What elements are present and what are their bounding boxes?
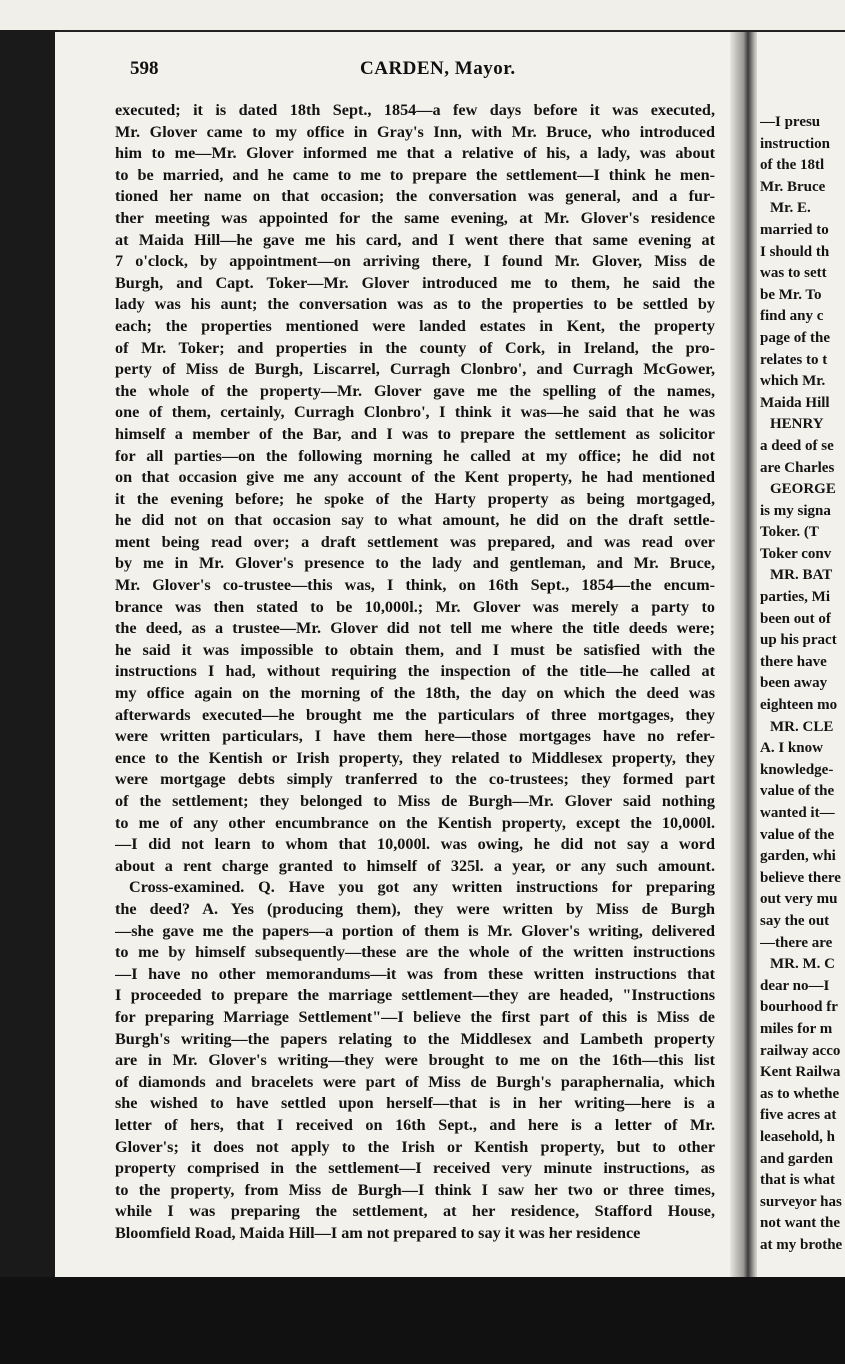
text-line: knowledge-	[760, 761, 834, 778]
text-line: MR. BAT	[770, 567, 833, 584]
text-line: at Maida Hill—he gave me his card, and I went there that same evening at	[115, 230, 715, 249]
text-line: were mortgage debts simply tranferred to the co-trustees; they formed part	[115, 770, 715, 789]
text-line: GEORGE	[770, 481, 836, 498]
text-line: are in Mr. Glover's writing—they were brought to me on the 16th—this list	[115, 1051, 715, 1070]
text-line: married to	[760, 221, 829, 238]
text-line: about a rent charge granted to himself of 325l. a year, or any such amount.	[115, 856, 715, 875]
text-line: Burgh, and Capt. Toker—Mr. Glover introduced me to them, he said the	[115, 273, 715, 292]
text-line: bourhood fr	[760, 999, 838, 1016]
text-line: find any c	[760, 308, 824, 325]
text-line: Toker conv	[760, 545, 832, 562]
text-line: is my signa	[760, 502, 831, 519]
text-line: —I did not learn to whom that 10,000l. was owing, he did not say a word	[115, 835, 715, 854]
text-line: for preparing Marriage Settlement"—I believe the first part of this is Miss de	[115, 1007, 715, 1026]
text-line: ment being read over; a draft settlement was prepared, and was read over	[115, 532, 715, 551]
text-line: dear no—I	[760, 977, 830, 994]
text-line: the whole of the property—Mr. Glover gave me the spelling of the names,	[115, 381, 715, 400]
text-line: of the settlement; they belonged to Miss de Burgh—Mr. Glover said nothing	[115, 792, 715, 810]
text-line: —there are	[760, 934, 833, 951]
text-line: Cross-examined. Q. Have you got any written instructions for preparing	[129, 878, 715, 897]
left-page-text	[115, 100, 715, 1244]
text-line: it the evening before; he spoke of the Harty property as being mortgaged,	[115, 489, 715, 508]
text-line: the deed, as a trustee—Mr. Glover did not tell me where the title deeds were;	[115, 619, 715, 638]
text-line: Mr. Bruce	[760, 178, 826, 195]
page-number: 598	[130, 58, 159, 79]
text-line: there have	[760, 653, 827, 670]
text-line: himself a member of the Bar, and I was to prepare the settlement as solicitor	[115, 424, 715, 443]
text-line: value of the	[760, 783, 835, 800]
bottom-shadow-band	[0, 1277, 845, 1364]
text-line: 7 o'clock, by appointment—on arriving there, I found Mr. Glover, Miss de	[115, 252, 715, 271]
text-line: Maida Hill	[760, 394, 830, 411]
text-line: are Charles	[760, 459, 835, 476]
text-line: say the out	[760, 912, 830, 929]
text-line: parties, Mi	[760, 589, 830, 606]
text-line: to the property, from Miss de Burgh—I think I saw her two or three times,	[115, 1180, 715, 1199]
text-line: Kent Railwa	[760, 1064, 841, 1081]
text-line: he said it was impossible to obtain them, and I must be satisfied with the	[115, 640, 715, 659]
text-line: lady was his aunt; the conversation was as to the properties to be settled by	[115, 295, 715, 314]
text-line: that is what	[760, 1172, 836, 1189]
text-line: tioned her name on that occasion; the conversation was general, and a fur-	[115, 187, 715, 206]
text-line: she wished to have settled upon herself—that is in her writing—here is a	[115, 1094, 715, 1113]
text-line: I proceeded to prepare the marriage settlement—they are headed, "Instructions	[115, 986, 715, 1005]
text-line: of diamonds and bracelets were part of Miss de Burgh's paraphernalia, which	[115, 1072, 715, 1091]
text-line: my office again on the morning of the 18th, the day on which the deed was	[115, 684, 715, 703]
text-line: Mr. Glover came to my office in Gray's Inn, with Mr. Bruce, who introduced	[115, 122, 715, 141]
text-line: HENRY	[770, 416, 824, 433]
text-line: a deed of se	[760, 437, 834, 454]
text-line: the deed? A. Yes (producing them), they were written by Miss de Burgh	[115, 899, 715, 918]
text-line: miles for m	[760, 1020, 833, 1037]
text-line: which Mr.	[760, 373, 826, 390]
text-line: —I presu	[760, 114, 821, 130]
text-line: afterwards executed—he brought me the particulars of three mortgages, they	[115, 705, 715, 724]
text-line: perty of Miss de Burgh, Liscarrel, Curragh Clonbro', and Curragh McGower,	[115, 360, 715, 379]
text-line: wanted it—	[760, 805, 835, 821]
text-line: to me by himself subsequently—these are the whole of the written instructions	[115, 943, 715, 962]
right-page-text	[760, 112, 845, 1256]
text-line: letter of hers, that I received on 16th Sept., and here is a letter of Mr.	[115, 1115, 715, 1134]
text-line: up his pract	[760, 632, 837, 649]
text-line: Mr. Glover's co-trustee—this was, I think, on 16th Sept., 1854—the encum-	[115, 576, 715, 595]
text-line: —she gave me the papers—a portion of them is Mr. Glover's writing, delivered	[115, 921, 715, 940]
text-line: each; the properties mentioned were landed estates in Kent, the property	[115, 316, 715, 335]
text-line: brance was then stated to be 10,000l.; Mr. Glover was merely a party to	[115, 597, 715, 616]
text-line: to me of any other encumbrance on the Kentish property, except the 10,000l.	[115, 813, 715, 832]
text-line: Glover's; it does not apply to the Irish or Kentish property, but to other	[115, 1137, 715, 1156]
text-line: eighteen mo	[760, 697, 838, 714]
text-line: of the 18tl	[760, 157, 825, 174]
text-line: of Mr. Toker; and properties in the county of Cork, in Ireland, the pro-	[115, 338, 715, 357]
text-line: to be married, and he came to me to prepare the settlement—I think he men-	[115, 165, 715, 184]
text-line: as to whethe	[760, 1085, 840, 1102]
text-line: value of the	[760, 826, 835, 843]
text-line: out very mu	[760, 891, 838, 908]
text-line: Mr. E.	[770, 200, 811, 217]
text-line: ence to the Kentish or Irish property, they related to Middlesex property, they	[115, 748, 715, 767]
text-line: surveyor has	[760, 1193, 842, 1210]
text-line: at my brothe	[760, 1236, 843, 1253]
text-line: MR. M. C	[770, 956, 835, 973]
text-line: page of the	[760, 329, 830, 346]
text-line: executed; it is dated 18th Sept., 1854—a few days before it was executed,	[115, 101, 715, 119]
text-line: —I have no other memorandums—it was from these written instructions that	[115, 964, 715, 983]
text-line: for all parties—on the following morning he called at my office; he did not	[115, 446, 715, 465]
text-line: been away	[760, 675, 828, 692]
text-line: relates to t	[760, 351, 828, 368]
text-line: leasehold, h	[760, 1128, 836, 1145]
text-line: him to me—Mr. Glover informed me that a relative of his, a lady, was about	[115, 144, 715, 163]
top-margin	[0, 0, 845, 30]
text-line: instructions I had, without requiring the inspection of the title—he called at	[115, 662, 715, 681]
text-line: on that occasion give me any account of the Kent property, he had mentioned	[115, 468, 715, 487]
text-line: Toker. (T	[760, 524, 819, 541]
text-line: was to sett	[760, 265, 827, 282]
text-line: I should th	[760, 243, 830, 260]
text-line: believe there	[760, 869, 841, 886]
text-line: railway acco	[760, 1042, 841, 1059]
text-line: be Mr. To	[760, 286, 822, 303]
text-line: ther meeting was appointed for the same evening, at Mr. Glover's residence	[115, 208, 715, 227]
text-line: A. I know	[760, 740, 823, 757]
text-line: one of them, certainly, Curragh Clonbro', I think it was—he said that he was	[115, 403, 715, 422]
text-line: been out of	[760, 610, 831, 627]
text-line: property comprised in the settlement—I received very minute instructions, as	[115, 1159, 715, 1178]
page-header	[130, 58, 710, 86]
text-line: five acres at	[760, 1107, 837, 1124]
text-line: garden, whi	[760, 848, 836, 865]
text-line: Bloomfield Road, Maida Hill—I am not prepared to say it was her residence	[115, 1223, 641, 1242]
text-line: instruction	[760, 135, 831, 152]
text-line: Burgh's writing—the papers relating to the Middlesex and Lambeth property	[115, 1029, 715, 1048]
text-line: were written particulars, I have them here—those mortgages have no refer-	[115, 727, 715, 746]
text-line: MR. CLE	[770, 718, 834, 735]
text-line: while I was preparing the settlement, at her residence, Stafford House,	[115, 1202, 715, 1221]
book-gutter	[730, 32, 760, 1277]
text-line: and garden	[760, 1150, 833, 1167]
text-line: not want the	[760, 1215, 841, 1232]
text-line: he did not on that occasion say to what amount, he did on the draft settle-	[115, 511, 715, 530]
text-line: by me in Mr. Glover's presence to the lady and gentleman, and Mr. Bruce,	[115, 554, 715, 573]
running-head: CARDEN, Mayor.	[360, 58, 516, 79]
